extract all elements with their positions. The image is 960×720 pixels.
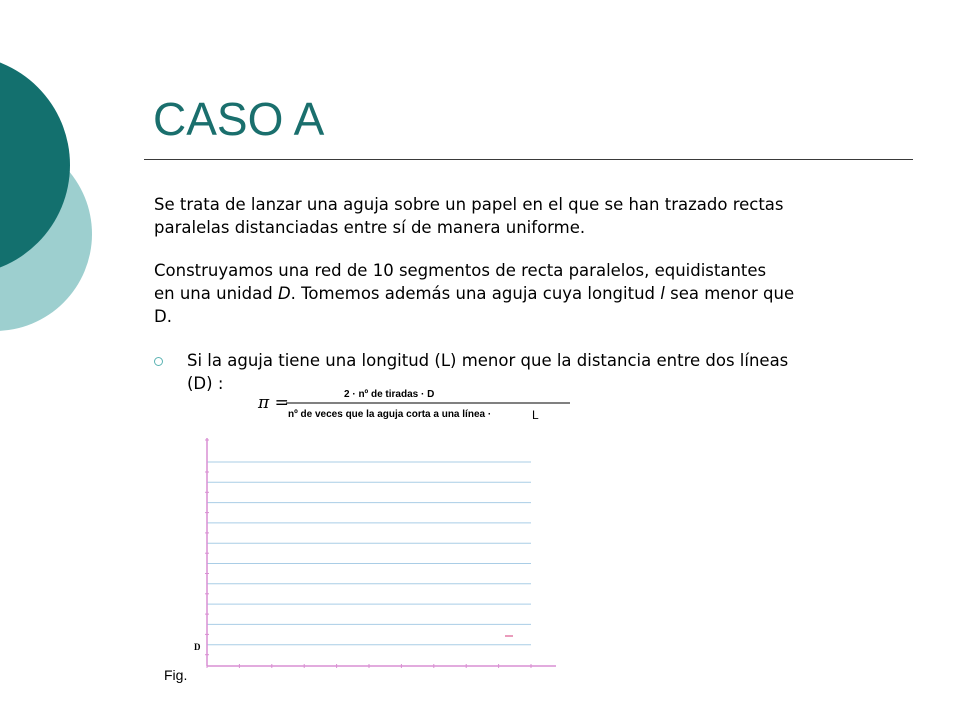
paragraph-construction-line-2c: sea menor que bbox=[664, 284, 795, 303]
pi-formula bbox=[250, 380, 580, 424]
paragraph-construction bbox=[154, 259, 794, 328]
paragraph-construction-line-2a: en una unidad bbox=[154, 284, 278, 303]
paragraph-intro-line-2: paralelas distanciadas entre sí de manera uniforme. bbox=[154, 218, 586, 237]
decorative-circles bbox=[0, 0, 100, 380]
bullet-circle-icon bbox=[154, 357, 163, 366]
variable-d: D bbox=[277, 284, 291, 303]
paragraph-intro-line-1: Se trata de lanzar una aguja sobre un papel en el que se han trazado rectas bbox=[154, 195, 784, 214]
paragraph-intro bbox=[154, 193, 784, 239]
variable-l: l bbox=[660, 284, 665, 303]
parallel-lines-figure bbox=[190, 432, 565, 672]
label-d: D bbox=[194, 642, 201, 652]
bullet-text-line-1: Si la aguja tiene una longitud (L) menor que la distancia entre dos líneas bbox=[187, 351, 789, 370]
figure-caption: Fig. bbox=[164, 667, 188, 683]
axis-ticks bbox=[205, 472, 531, 668]
paragraph-construction-line-1: Construyamos una red de 10 segmentos de recta paralelos, equidistantes bbox=[154, 261, 767, 280]
bullet-text-line-2: (D) : bbox=[187, 374, 224, 393]
formula-denominator-l: L bbox=[532, 408, 539, 422]
paragraph-construction-line-2b: . Tomemos además una aguja cuya longitud bbox=[290, 284, 661, 303]
grid-lines bbox=[207, 462, 531, 645]
formula-denominator: nº de veces que la aguja corta a una línea · bbox=[288, 409, 492, 420]
title-divider bbox=[144, 159, 913, 160]
formula-numerator: 2 · nº de tiradas · D bbox=[344, 389, 435, 400]
slide-title: CASO A bbox=[153, 93, 325, 145]
paragraph-construction-line-3: D. bbox=[154, 307, 172, 326]
formula-lhs: π = bbox=[258, 393, 289, 413]
